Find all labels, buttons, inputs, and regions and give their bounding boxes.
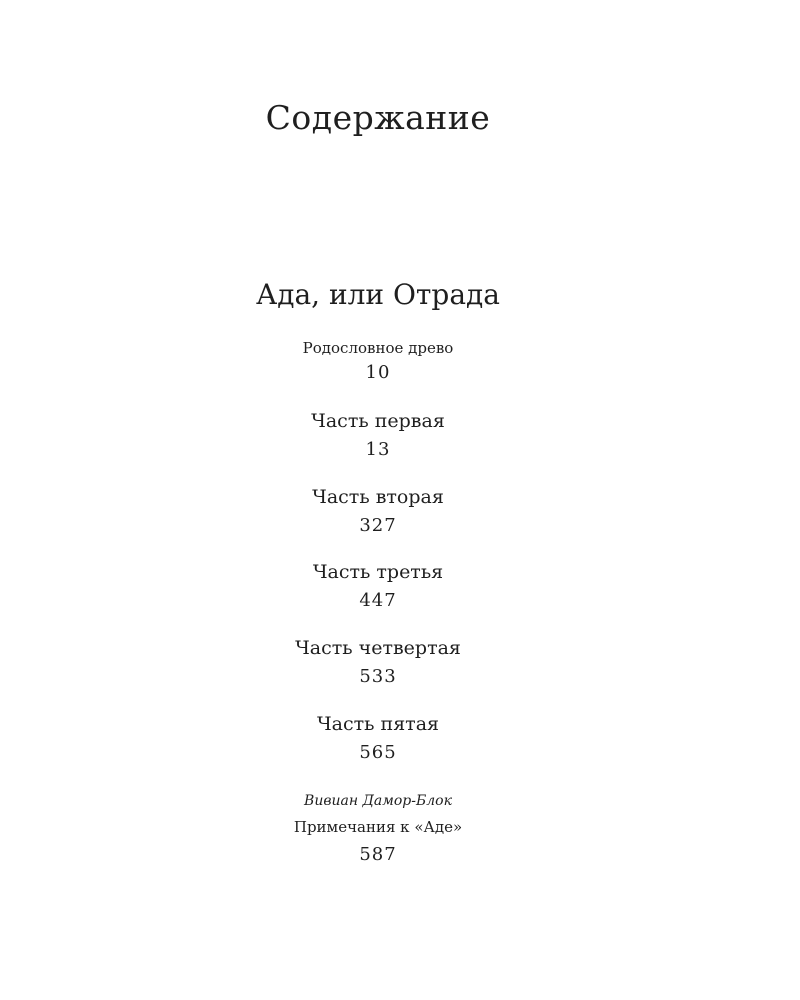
toc-entry-page: 327 [359,515,397,536]
toc-entry-title: Часть пятая [316,713,440,735]
toc-entry-page: 10 [365,362,391,383]
notes-title: Примечания к «Аде» [293,818,463,836]
notes-page: 587 [359,844,397,865]
book-title: Ада, или Отрада [256,278,500,311]
toc-entry-title: Часть четвертая [295,637,461,659]
toc-entry-page: 533 [359,666,397,687]
toc-entry-title: Родословное древо [302,339,454,357]
toc-entry-title: Часть третья [312,561,444,583]
page-title: Содержание [265,98,491,137]
notes-author: Вивиан Дамор-Блок [304,793,452,809]
toc-entry-page: 447 [359,590,397,611]
toc-entry-page: 565 [359,742,397,763]
toc-entry-title: Часть первая [311,410,445,432]
toc-entry-page: 13 [365,439,391,460]
toc-entry-title: Часть вторая [312,486,444,508]
